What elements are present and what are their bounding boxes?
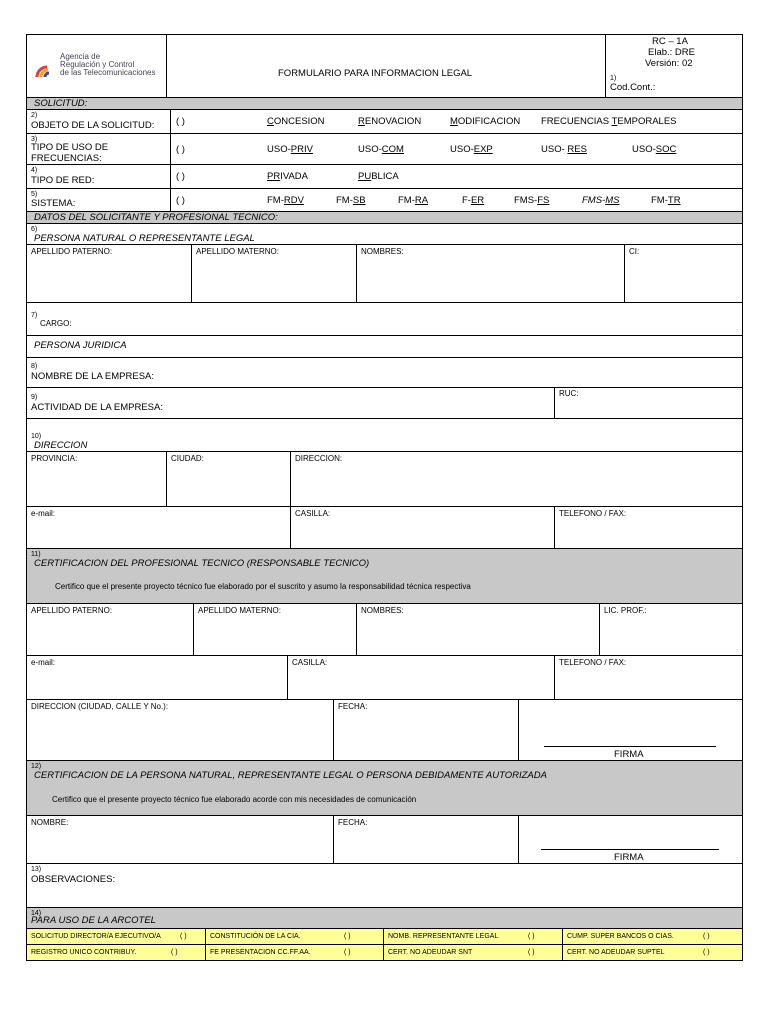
divider bbox=[290, 451, 291, 507]
option-text: FRECUENCIAS bbox=[541, 116, 612, 127]
option-text: ONCESION bbox=[273, 116, 325, 127]
divider bbox=[605, 34, 606, 98]
field-number: 14) bbox=[31, 910, 42, 917]
prof-fecha-field[interactable]: FECHA: bbox=[338, 702, 368, 711]
email-field[interactable]: e-mail: bbox=[31, 509, 56, 518]
divider bbox=[191, 244, 192, 303]
ciudad-field[interactable]: CIUDAD: bbox=[171, 454, 204, 463]
cert-prof-contact-row bbox=[26, 655, 743, 700]
prof-casilla-field[interactable]: CASILLA: bbox=[292, 658, 328, 667]
contacto-row bbox=[26, 506, 743, 549]
divider bbox=[290, 506, 291, 549]
direccion-row bbox=[26, 451, 743, 507]
rep-fecha-field[interactable]: FECHA: bbox=[338, 818, 368, 827]
prof-direccion-field[interactable]: DIRECCION (CIUDAD, CALLE Y No.): bbox=[31, 702, 169, 711]
option-uso-soc[interactable] bbox=[632, 144, 676, 155]
option-key: COM bbox=[381, 144, 404, 155]
option-key: ER bbox=[470, 195, 485, 206]
nombre-empresa-field[interactable]: NOMBRE DE LA EMPRESA: bbox=[31, 371, 155, 382]
tipo-uso-label-1: TIPO DE USO DE bbox=[31, 142, 109, 153]
prof-apellido-paterno-field[interactable]: APELLIDO PATERNO: bbox=[31, 606, 113, 615]
divider bbox=[205, 928, 206, 961]
objeto-label: OBJETO DE LA SOLICITUD: bbox=[31, 120, 155, 131]
arcotel-checkbox[interactable]: ( ) bbox=[344, 933, 351, 940]
option-key: R bbox=[358, 116, 365, 127]
option-text: ENOVACION bbox=[364, 116, 422, 127]
telefono-field[interactable]: TELEFONO / FAX: bbox=[559, 509, 627, 518]
prof-signature-line[interactable] bbox=[544, 746, 716, 747]
option-text: FM- bbox=[651, 195, 668, 206]
option-fms-ms[interactable] bbox=[582, 195, 619, 206]
divider bbox=[356, 244, 357, 303]
divider bbox=[170, 164, 171, 189]
field-number: 9) bbox=[31, 394, 38, 401]
option-fm-rdv[interactable] bbox=[267, 195, 304, 206]
sistema-row bbox=[26, 188, 743, 212]
divider bbox=[193, 603, 194, 656]
arcotel-checkbox[interactable]: ( ) bbox=[528, 933, 535, 940]
cargo-row bbox=[26, 302, 743, 336]
prof-email-field[interactable]: e-mail: bbox=[31, 658, 56, 667]
option-publica[interactable] bbox=[358, 171, 399, 182]
divider bbox=[599, 603, 600, 656]
apellido-materno-field[interactable]: APELLIDO MATERNO: bbox=[196, 247, 279, 256]
cert-prof-text: Certifico que el presente proyecto técnico fue elaborado por el suscrito y asumo la responsabilidad técnica respectiva bbox=[55, 582, 471, 591]
divider bbox=[287, 655, 288, 700]
divider bbox=[518, 699, 519, 761]
form-elab: Elab.: DRE bbox=[648, 47, 695, 58]
option-text: USO- bbox=[450, 144, 474, 155]
field-number: 2) bbox=[31, 112, 38, 119]
divider bbox=[166, 34, 167, 98]
arcotel-item-label: FE PRESENTACION CC.FF.AA. bbox=[210, 949, 311, 956]
observaciones-field[interactable]: OBSERVACIONES: bbox=[31, 874, 116, 885]
rep-nombre-field[interactable]: NOMBRE: bbox=[31, 818, 69, 827]
divider bbox=[170, 109, 171, 134]
option-uso-com[interactable] bbox=[358, 144, 404, 155]
logo-line-2: Regulación y Control bbox=[60, 60, 135, 69]
option-text: FM- bbox=[267, 195, 284, 206]
arcotel-checkbox[interactable]: ( ) bbox=[528, 949, 535, 956]
divider bbox=[554, 506, 555, 549]
apellido-paterno-field[interactable]: APELLIDO PATERNO: bbox=[31, 247, 113, 256]
cert-prof-heading: CERTIFICACION DEL PROFESIONAL TECNICO (RESPONSABLE TECNICO) bbox=[34, 558, 370, 569]
option-privada[interactable] bbox=[267, 171, 308, 182]
option-key: PRIV bbox=[290, 144, 313, 155]
option-key: M bbox=[450, 116, 458, 127]
divider bbox=[356, 603, 357, 656]
field-number: 5) bbox=[31, 191, 38, 198]
cargo-field[interactable]: CARGO: bbox=[40, 319, 72, 328]
cert-rep-box bbox=[26, 760, 743, 816]
nombres-field[interactable]: NOMBRES: bbox=[361, 247, 404, 256]
persona-natural-heading: PERSONA NATURAL O REPRESENTANTE LEGAL bbox=[34, 233, 255, 244]
option-key: RA bbox=[414, 195, 429, 206]
direccion-bar bbox=[26, 418, 743, 452]
option-text: USO- bbox=[267, 144, 291, 155]
solicitud-heading: SOLICITUD: bbox=[34, 98, 88, 109]
actividad-field[interactable]: ACTIVIDAD DE LA EMPRESA: bbox=[31, 402, 163, 413]
option-fms-fs[interactable] bbox=[514, 195, 549, 206]
field-number: 10) bbox=[31, 433, 42, 440]
rep-firma-label: FIRMA bbox=[614, 852, 644, 863]
datos-heading: DATOS DEL SOLICITANTE Y PROFESIONAL TECNICO: bbox=[34, 212, 278, 223]
option-renovacion[interactable] bbox=[358, 116, 421, 127]
divider bbox=[554, 655, 555, 700]
option-key: MS bbox=[605, 195, 620, 206]
sistema-label: SISTEMA: bbox=[31, 198, 76, 209]
cert-prof-box bbox=[26, 548, 743, 604]
field-number: 1) bbox=[610, 75, 617, 82]
divider bbox=[562, 928, 563, 961]
option-text: FM- bbox=[336, 195, 353, 206]
option-text: USO- bbox=[632, 144, 656, 155]
option-text: USO- bbox=[541, 144, 568, 155]
option-text: F- bbox=[462, 195, 471, 206]
tipo-red-checkbox[interactable]: ( ) bbox=[176, 171, 185, 182]
option-key: PR bbox=[267, 171, 281, 182]
logo-line-1: Agencia de bbox=[60, 52, 101, 61]
casilla-field[interactable]: CASILLA: bbox=[295, 509, 331, 518]
prof-telefono-field[interactable]: TELEFONO / FAX: bbox=[559, 658, 627, 667]
arcotel-checkbox[interactable]: ( ) bbox=[171, 949, 178, 956]
option-text: ODIFICACION bbox=[457, 116, 521, 127]
field-number: 6) bbox=[31, 226, 38, 233]
option-text: FM- bbox=[398, 195, 415, 206]
direccion-heading: DIRECCION bbox=[34, 440, 88, 451]
field-number: 4) bbox=[31, 167, 38, 174]
option-fm-ra[interactable] bbox=[398, 195, 428, 206]
divider bbox=[383, 928, 384, 961]
option-text: EMPORALES bbox=[617, 116, 677, 127]
arcotel-item-label: CERT. NO ADEUDAR SUPTEL bbox=[567, 949, 665, 956]
option-key: EXP bbox=[473, 144, 493, 155]
option-f-er[interactable] bbox=[462, 195, 484, 206]
prof-nombres-field[interactable]: NOMBRES: bbox=[361, 606, 404, 615]
option-key: FS bbox=[537, 195, 550, 206]
option-key: T bbox=[611, 116, 618, 127]
option-key: RDV bbox=[283, 195, 304, 206]
tipo-red-label: TIPO DE RED: bbox=[31, 175, 95, 186]
divider bbox=[518, 815, 519, 864]
field-number: 7) bbox=[31, 312, 38, 319]
divider bbox=[624, 244, 625, 303]
arcotel-checkbox[interactable]: ( ) bbox=[703, 933, 710, 940]
field-number: 8) bbox=[31, 363, 38, 370]
option-modificacion[interactable] bbox=[450, 116, 520, 127]
divider bbox=[170, 188, 171, 212]
arcotel-checkbox[interactable]: ( ) bbox=[703, 949, 710, 956]
option-key: TR bbox=[667, 195, 681, 206]
option-fm-tr[interactable] bbox=[651, 195, 681, 206]
prof-apellido-materno-field[interactable]: APELLIDO MATERNO: bbox=[198, 606, 281, 615]
option-key: PU bbox=[358, 171, 372, 182]
field-number: 13) bbox=[31, 866, 42, 873]
option-uso-priv[interactable] bbox=[267, 144, 313, 155]
arcotel-heading: PARA USO DE LA ARCOTEL bbox=[31, 915, 156, 926]
form-code: RC – 1A bbox=[652, 36, 688, 47]
divider bbox=[333, 815, 334, 864]
divider bbox=[170, 133, 171, 165]
prof-lic-field[interactable]: LIC. PROF.: bbox=[604, 606, 647, 615]
field-number: 12) bbox=[31, 763, 42, 770]
tipo-uso-label-2: FRECUENCIAS: bbox=[31, 153, 102, 164]
arcotel-item-label: NOMB. REPRESENTANTE LEGAL bbox=[388, 933, 499, 940]
ruc-field[interactable]: RUC: bbox=[559, 389, 579, 398]
divider bbox=[554, 387, 555, 419]
option-text: USO- bbox=[358, 144, 382, 155]
form-version: Versión: 02 bbox=[645, 58, 693, 69]
cert-rep-heading: CERTIFICACION DE LA PERSONA NATURAL, REPRESENTANTE LEGAL O PERSONA DEBIDAMENTE AUTORIZADA bbox=[34, 770, 547, 781]
option-text: FMS- bbox=[582, 195, 606, 206]
divider bbox=[333, 699, 334, 761]
agency-logo-icon bbox=[34, 55, 58, 79]
option-fm-sb[interactable] bbox=[336, 195, 366, 206]
option-text: IVADA bbox=[280, 171, 309, 182]
persona-juridica-heading: PERSONA JURIDICA bbox=[34, 340, 127, 351]
arcotel-checkbox[interactable]: ( ) bbox=[344, 949, 351, 956]
option-key: SB bbox=[352, 195, 366, 206]
option-text: FMS- bbox=[514, 195, 538, 206]
ci-field[interactable]: CI: bbox=[629, 247, 640, 256]
divider bbox=[166, 451, 167, 507]
arcotel-item-label: CUMP. SUPER BANCOS O CIAS. bbox=[567, 933, 674, 940]
option-key: SOC bbox=[655, 144, 677, 155]
option-frecuencias-temporales[interactable] bbox=[541, 116, 677, 127]
form-title: FORMULARIO PARA INFORMACION LEGAL bbox=[278, 68, 473, 79]
field-number: 11) bbox=[31, 551, 41, 558]
option-text: BLICA bbox=[371, 171, 399, 182]
sistema-checkbox[interactable]: ( ) bbox=[176, 195, 185, 206]
arcotel-item-label: SOLICITUD DIRECTOR/A EJECUTIVO/A bbox=[31, 933, 161, 940]
cod-cont-label: Cod.Cont.: bbox=[610, 82, 656, 93]
arcotel-item-label: CONSTITUCIÓN DE LA CIA. bbox=[210, 933, 301, 940]
arcotel-item-label: REGISTRO UNICO CONTRIBUY. bbox=[31, 949, 137, 956]
option-uso-exp[interactable] bbox=[450, 144, 493, 155]
prof-firma-label: FIRMA bbox=[614, 749, 644, 760]
observaciones-row bbox=[26, 863, 743, 908]
tipo-uso-checkbox[interactable]: ( ) bbox=[176, 144, 185, 155]
arcotel-item-label: CERT. NO ADEUDAR SNT bbox=[388, 949, 473, 956]
cert-rep-text: Certifico que el presente proyecto técnico fue elaborado acorde con mis necesidades de comunicación bbox=[52, 795, 417, 804]
rep-signature-line[interactable] bbox=[541, 849, 719, 850]
arcotel-checkbox[interactable]: ( ) bbox=[180, 933, 187, 940]
persona-juridica-bar bbox=[26, 335, 743, 358]
logo-line-3: de las Telecomunicaciones bbox=[60, 68, 156, 77]
option-concesion[interactable] bbox=[267, 116, 325, 127]
logo bbox=[34, 55, 58, 79]
option-key: C bbox=[267, 116, 274, 127]
direccion-field[interactable]: DIRECCION: bbox=[295, 454, 343, 463]
provincia-field[interactable]: PROVINCIA: bbox=[31, 454, 78, 463]
option-uso-res[interactable] bbox=[541, 144, 587, 155]
objeto-checkbox[interactable]: ( ) bbox=[176, 116, 185, 127]
field-number: 3) bbox=[31, 136, 38, 143]
option-key: RES bbox=[567, 144, 587, 155]
